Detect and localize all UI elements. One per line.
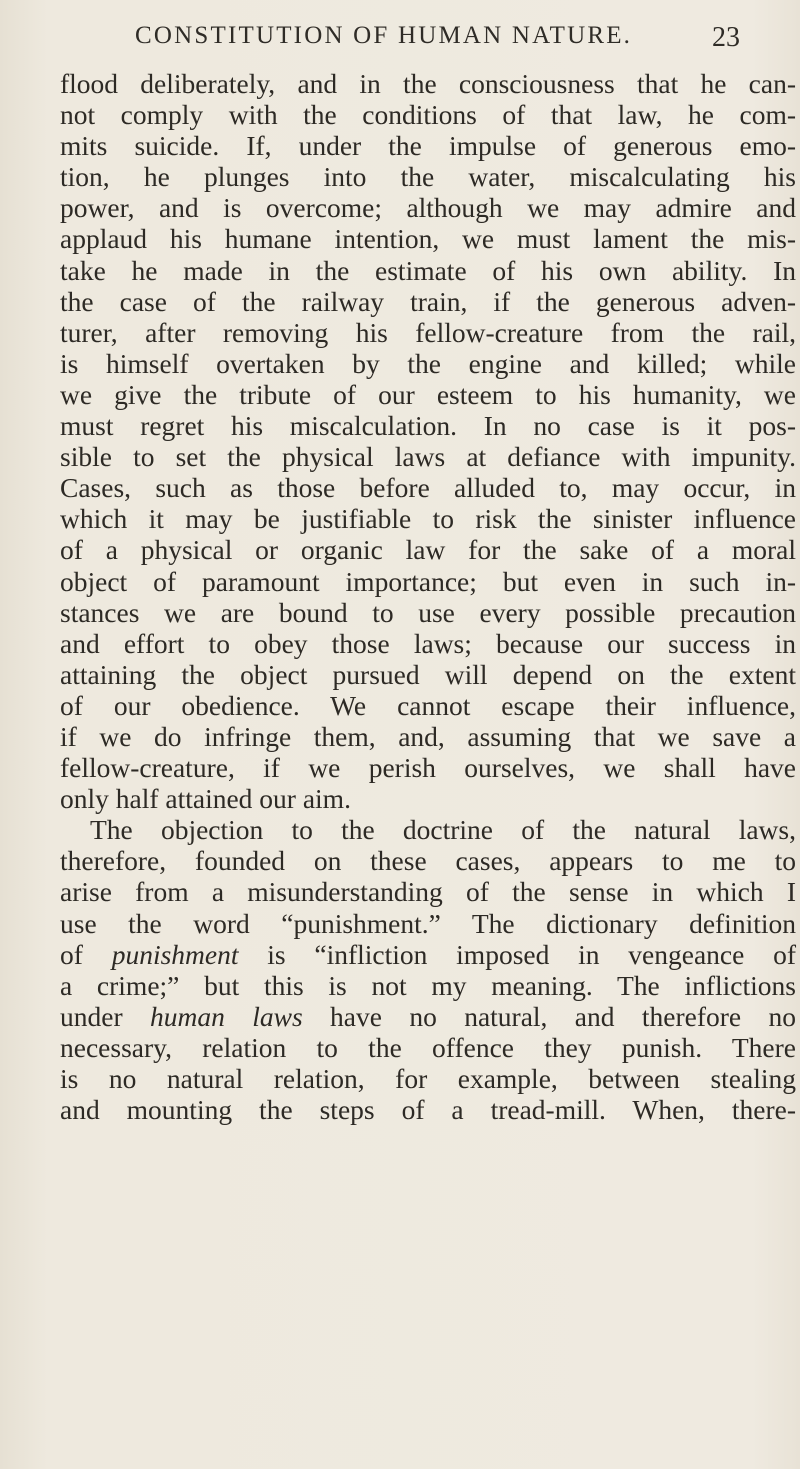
text-line: must regret his miscalculation. In no case is it pos- (60, 410, 796, 442)
text-line: arise from a misunderstanding of the sense in which I (60, 876, 796, 908)
text-line: a crime;” but this is not my meaning. The inflictions (60, 969, 796, 1001)
text-line: of punishment is “infliction imposed in vengeance of (60, 938, 796, 970)
text-line: and mounting the steps of a tread-mill. When, there- (60, 1094, 796, 1126)
text-line: and effort to obey those laws; because our success in (60, 627, 796, 659)
text-line: sible to set the physical laws at defiance with impunity. (60, 441, 796, 473)
text-line: mits suicide. If, under the impulse of generous emo- (60, 130, 796, 162)
text-line: Cases, such as those before alluded to, may occur, in (60, 472, 796, 504)
italic-term: punishment (111, 938, 239, 970)
text-line: if we do infringe them, and, assuming that we save a (60, 720, 796, 752)
paragraph-end-line: only half attained our aim. (60, 783, 351, 815)
text-line: which it may be justifiable to risk the sinister influence (60, 503, 796, 535)
running-title: CONSTITUTION OF HUMAN NATURE. (135, 22, 633, 49)
text-line: applaud his humane intention, we must lament the mis- (60, 223, 796, 255)
italic-term: human laws (150, 1000, 303, 1032)
text-line: use the word “punishment.” The dictionary definition (60, 907, 796, 939)
body-text (60, 68, 796, 1125)
page-header (60, 22, 740, 56)
text-line: necessary, relation to the offence they punish. There (60, 1031, 796, 1063)
paragraph-start-line: The objection to the doctrine of the natural laws, (90, 814, 796, 846)
text-line: take he made in the estimate of his own ability. In (60, 254, 796, 286)
page-number: 23 (712, 22, 740, 53)
text-line: not comply with the conditions of that law, he com- (60, 99, 796, 131)
text-line: of our obedience. We cannot escape their influence, (60, 689, 796, 721)
text-line: therefore, founded on these cases, appears to me to (60, 845, 796, 877)
text-line: power, and is overcome; although we may admire and (60, 192, 796, 224)
text-line: turer, after removing his fellow-creature from the rail, (60, 316, 796, 348)
text-line: fellow-creature, if we perish ourselves, we shall have (60, 752, 796, 784)
text-line: flood deliberately, and in the consciousness that he can- (60, 68, 796, 99)
text-line: tion, he plunges into the water, miscalculating his (60, 161, 796, 193)
text-line: the case of the railway train, if the generous adven- (60, 285, 796, 317)
text-line: is no natural relation, for example, between stealing (60, 1063, 796, 1094)
text-line: under human laws have no natural, and therefore no (60, 1000, 796, 1032)
text-line: we give the tribute of our esteem to his humanity, we (60, 378, 796, 410)
text-line: is himself overtaken by the engine and killed; while (60, 347, 796, 379)
text-line: attaining the object pursued will depend on the extent (60, 658, 796, 690)
text-line: object of paramount importance; but even in such in- (60, 565, 796, 597)
text-line: stances we are bound to use every possible precaution (60, 596, 796, 628)
text-line: of a physical or organic law for the sake of a moral (60, 534, 796, 566)
